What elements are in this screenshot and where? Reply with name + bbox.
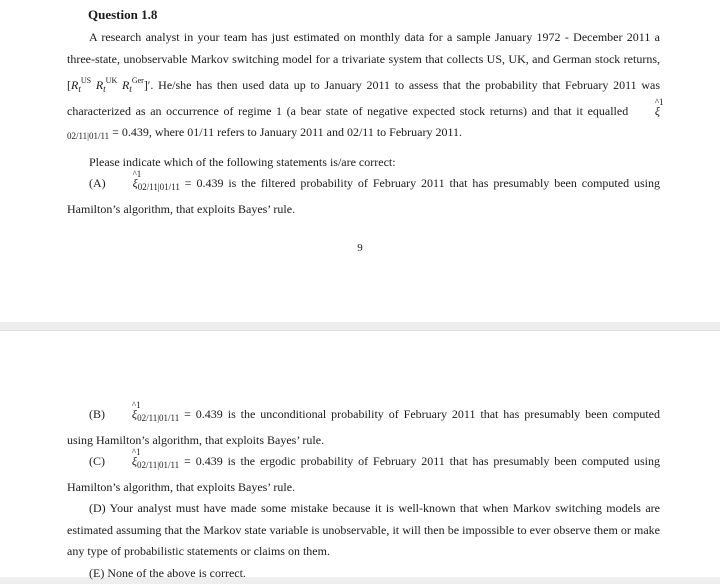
question-text	[67, 6, 660, 220]
prompt-text: Please indicate which of the following statements is/are correct:	[67, 152, 660, 174]
option-b: (B) ^1 $\xi_{02/11|01/11} = 0.439$ is the unconditional probability of February 2011 that has presumably been computed using Hamilton’s algorithm, that exploits Bayes’ rule.	[67, 404, 660, 451]
option-a: (A) ^1 $\xi_{02/11|01/11} = 0.439$ is the filtered probability of February 2011 that has presumably been computed using Hamilton’s algorithm, that exploits Bayes’ rule.	[67, 173, 660, 220]
intro-paragraph: A research analyst in your team has just estimated on monthly data for a sample January 1972 - December 2011 a three-state, unobservable Markov switching model for a trivariate system that collects US, UK, and German stock returns, [$R_t^{US}$ $R_t^{UK}$ $R_t^{Ger}]'$. He/she has then used data up to January 2011 to assess that the probability that February 2011 was characterized as an occurrence of regime 1 (a bear state of negative expected stock returns) and that it equalled ^1 $\xi_{02/11|01/11} = 0.439$, where 01/11 refers to January 2011 and 02/11 to February 2011.	[67, 27, 660, 148]
xi-symbol: ^1 ξ	[633, 101, 660, 123]
option-d: (D) Your analyst must have made some mistake because it is well-known that when Markov switching models are estimated assuming that the Markov state variable is unobservable, it will then be impossible to ever observe them or make any type of probabilistic statements or claims on them.	[67, 498, 660, 563]
xi-symbol: ^1 ξ	[110, 404, 137, 426]
xi-symbol: ^1 ξ	[110, 451, 137, 473]
question-title: Question 1.8	[88, 6, 660, 23]
xi-symbol: ^1 ξ	[111, 173, 138, 195]
options-text	[67, 404, 660, 584]
page-2	[0, 330, 720, 577]
page-number: 9	[0, 242, 720, 254]
option-e: (E) None of the above is correct.	[67, 563, 660, 584]
option-c: (C) ^1 $\xi_{02/11|01/11} = 0.439$ is the ergodic probability of February 2011 that has presumably been computed using Hamilton’s algorithm, that exploits Bayes’ rule.	[67, 451, 660, 498]
